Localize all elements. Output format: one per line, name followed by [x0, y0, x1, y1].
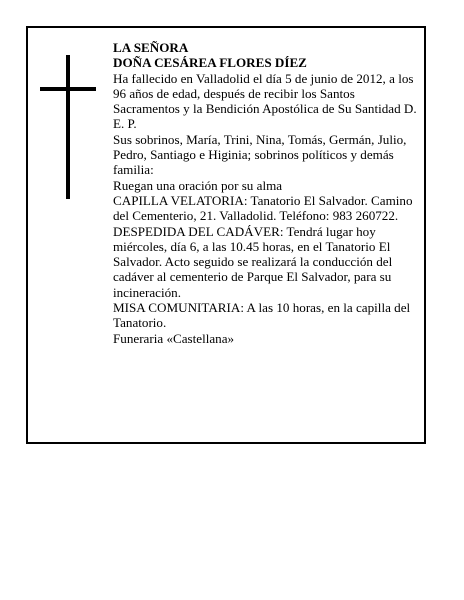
- notice-body: [113, 40, 418, 346]
- notice-title: LA SEÑORA: [113, 40, 189, 55]
- farewell-info: DESPEDIDA DEL CADÁVER: Tendrá lugar hoy miércoles, día 6, a las 10.45 horas, en el Tanatorio El Salvador. Acto seguido se realizará la conducción del cadáver al cementerio de Parque El Salvador, para su incineración.: [113, 223, 393, 300]
- family-mourners: Sus sobrinos, María, Trini, Nina, Tomás, Germán, Julio, Pedro, Santiago e Higinia; sobrinos políticos y demás familia:: [113, 131, 407, 178]
- prayer-request: Ruegan una oración por su alma: [113, 177, 283, 193]
- funeral-home: Funeraria «Castellana»: [113, 330, 235, 346]
- cross-vertical-bar: [66, 55, 70, 199]
- obituary-notice: [26, 26, 426, 444]
- death-announcement: Ha fallecido en Valladolid el día 5 de junio de 2012, a los 96 años de edad, después de recibir los Santos Sacramentos y la Bendición Apostólica de Su Santidad D. E. P.: [113, 70, 417, 132]
- cross-horizontal-bar: [40, 87, 96, 91]
- mass-info: MISA COMUNITARIA: A las 10 horas, en la capilla del Tanatorio.: [113, 300, 411, 331]
- cross-icon: [40, 55, 96, 199]
- chapel-info: CAPILLA VELATORIA: Tanatorio El Salvador. Camino del Cementerio, 21. Valladolid. Teléfono: 983 260722.: [113, 192, 413, 224]
- deceased-name: DOÑA CESÁREA FLORES DÍEZ: [113, 55, 307, 71]
